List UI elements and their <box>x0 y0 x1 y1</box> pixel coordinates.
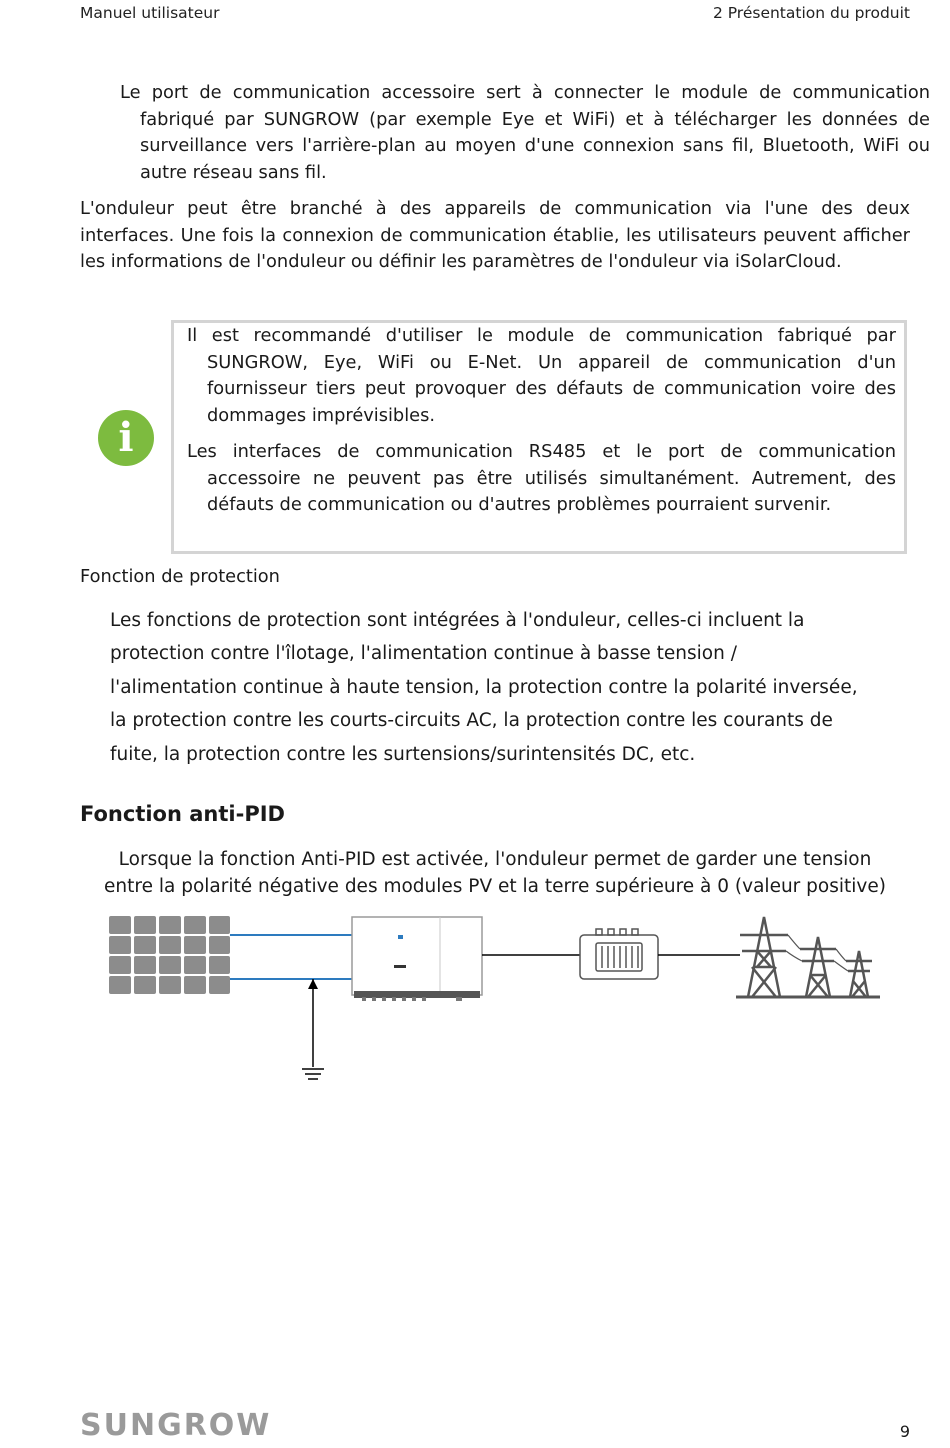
inverter-icon <box>352 917 482 1001</box>
caption-line: entre la polarité négative des modules PV et la terre supérieure à 0 (valeur positive) <box>104 876 886 897</box>
protection-line: Les fonctions de protection sont intégrées à l'onduleur, celles-ci incluent la <box>110 610 805 631</box>
anti-pid-caption <box>80 846 910 900</box>
protection-line: fuite, la protection contre les surtensions/surintensités DC, etc. <box>110 743 696 765</box>
caption-line: Lorsque la fonction Anti-PID est activée, l'onduleur permet de garder une tension <box>118 849 872 870</box>
sungrow-logo: SUNGROW <box>80 1408 272 1443</box>
protection-line: l'alimentation continue à haute tension, la protection contre la polarité inversée, <box>110 676 858 698</box>
power-tower-icon <box>736 917 880 997</box>
pv-panel-icon <box>108 915 230 995</box>
info-icon: i <box>98 410 154 466</box>
protection-text <box>110 604 910 771</box>
header-manual-title: Manuel utilisateur <box>80 4 220 22</box>
note-item-1: Il est recommandé d'utiliser le module de communication fabriqué par SUNGROW, Eye, WiFi ou E-Net. Un appareil de communication d'un fournisseur tiers peut provoquer des défauts de communication voire des dommages imprévisibles. <box>187 325 896 426</box>
anti-pid-heading: Fonction anti-PID <box>80 802 285 826</box>
note-item-2: Les interfaces de communication RS485 et le port de communication accessoire ne peuvent pas être utilisés simultanément. Autrement, des défauts de communication ou d'autres problèmes pourraient survenir. <box>187 441 896 515</box>
accessory-port-paragraph: Le port de communication accessoire sert à connecter le module de communication fabriqué par SUNGROW (par exemple Eye et WiFi) et à télécharger les données de surveillance vers l'arrière-plan au moyen d'une connexion sans fil, Bluetooth, WiFi ou autre réseau sans fil. <box>120 82 930 183</box>
transformer-icon <box>580 929 658 979</box>
ground-icon <box>302 979 324 1079</box>
communication-paragraph: L'onduleur peut être branché à des appareils de communication via l'une des deux interfaces. Une fois la connexion de communication établie, les utilisateurs peuvent afficher les informations de l'onduleur ou définir les paramètres de l'onduleur via iSolarCloud. <box>80 198 910 272</box>
protection-line: protection contre l'îlotage, l'alimentation continue à basse tension / <box>110 643 737 665</box>
anti-pid-diagram <box>100 905 890 1095</box>
header-section-title: 2 Présentation du produit <box>712 4 910 22</box>
protection-line: la protection contre les courts-circuits AC, la protection contre les courants de <box>110 710 833 732</box>
protection-title: Fonction de protection <box>80 566 280 587</box>
page-number: 9 <box>899 1422 910 1441</box>
